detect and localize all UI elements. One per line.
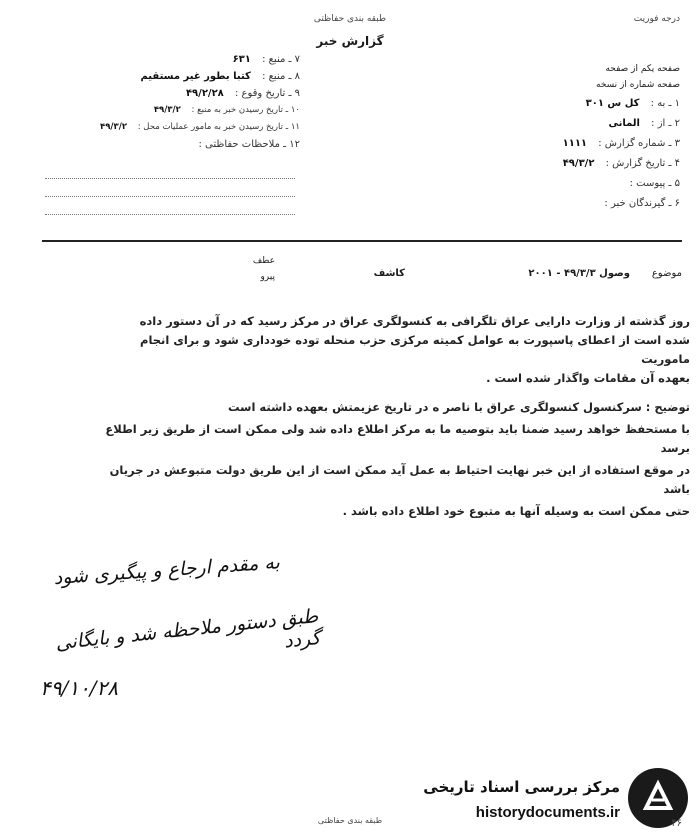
- subject-ref: کاشف: [373, 268, 405, 279]
- classification-label-bottom: طبقه بندی حفاظتی: [317, 816, 383, 825]
- field-from-value: المانی: [608, 118, 640, 129]
- field-to: [400, 98, 680, 118]
- watermark-url: historydocuments.ir: [475, 804, 620, 821]
- field-security-notes-label: ۱۲ ـ ملاحظات حفاظتی :: [198, 139, 300, 150]
- handwritten-note-1: به مقدم ارجاع و پیگیری شود: [52, 551, 281, 590]
- field-recipients-label: ۶ ـ گیرندگان خبر :: [604, 198, 680, 209]
- priority-label: درجه فوریت: [633, 14, 680, 24]
- field-report-date-value: ۴۹/۳/۲: [562, 158, 595, 169]
- field-source-label: ۷ ـ منبع :: [262, 54, 300, 65]
- body-line: با مستحفظ خواهد رسید ضمنا باید بتوصیه ما به مرکز اطلاع داده شد ولی ممکن است از طریق زیر اطلاع برسد: [105, 422, 690, 455]
- field-from: [400, 118, 680, 138]
- field-to-value: کل س ۳۰۱: [585, 98, 640, 109]
- body-line: حتی ممکن است به وسیله آنها به متبوع خود اطلاع داده باشد .: [342, 504, 690, 518]
- note-line: [45, 214, 295, 215]
- page-info-1: صفحه یکم از صفحه: [605, 64, 680, 74]
- field-agent-received-value: ۴۹/۳/۲: [100, 122, 128, 132]
- field-report-number-label: ۳ ـ شماره گزارش :: [598, 138, 680, 149]
- note-line: [45, 196, 295, 197]
- field-from-label: ۲ ـ از :: [651, 118, 680, 129]
- report-fields-right: [40, 54, 300, 156]
- body-line: بعهده آن مقامات واگذار شده است .: [486, 371, 690, 385]
- body-line: توضیح : سرکنسول کنسولگری عراق با ناصر ه در تاریخ عزیمتش بعهده داشته است: [227, 400, 690, 414]
- handwritten-note-2: طبق دستور ملاحظه شد و بایگانی گردد: [54, 604, 322, 655]
- field-source: [40, 54, 300, 71]
- subject-label: موضوع: [651, 268, 682, 279]
- report-fields-left: [400, 98, 680, 218]
- field-source-received: [40, 105, 300, 122]
- report-body: [100, 312, 690, 521]
- field-event-date-label: ۹ ـ تاریخ وقوع :: [234, 88, 300, 99]
- body-line: شده است از اعطای پاسپورت به عوامل کمیته مرکزی حزب منحله توده خودداری شود و برای انجام ماموریت: [140, 333, 690, 366]
- field-agent-received-label: ۱۱ ـ تاریخ رسیدن خبر به مامور عملیات محل :: [137, 122, 300, 132]
- field-event-date-value: ۴۹/۲/۲۸: [185, 88, 224, 99]
- field-method: [40, 71, 300, 88]
- body-line: روز گذشته از وزارت دارایی عراق تلگرافی به کنسولگری عراق در مرکز رسید که در آن دستور داده: [139, 314, 690, 328]
- subject-reference-label: عطف: [252, 256, 275, 266]
- page-info-2: صفحه شماره از نسخه: [596, 80, 680, 90]
- field-report-number-value: ۱۱۱۱: [562, 138, 588, 149]
- note-line: [45, 178, 295, 179]
- body-line: در موقع استفاده از این خبر نهایت احتیاط به عمل آید ممکن است از این طریق دولت متبوعش در جریان باشد: [109, 463, 690, 496]
- field-source-value: ۶۳۱: [232, 54, 251, 65]
- field-report-date-label: ۴ ـ تاریخ گزارش :: [605, 158, 680, 169]
- field-attachment-label: ۵ ـ پیوست :: [629, 178, 680, 189]
- field-agent-received: [40, 122, 300, 139]
- field-source-received-value: ۴۹/۳/۲: [153, 105, 181, 115]
- field-report-date: [400, 158, 680, 178]
- field-security-notes: [40, 139, 300, 156]
- subject-value: وصول ۴۹/۳/۳ - ۲۰۰۱: [528, 268, 630, 279]
- field-to-label: ۱ ـ به :: [650, 98, 680, 109]
- classification-label-top: طبقه بندی حفاظتی: [313, 14, 387, 24]
- field-event-date: [40, 88, 300, 105]
- page-number: ۴۶: [671, 818, 682, 829]
- watermark: [410, 768, 690, 828]
- field-attachment: [400, 178, 680, 198]
- field-report-number: [400, 138, 680, 158]
- watermark-text: مرکز بررسی اسناد تاریخی: [423, 778, 620, 796]
- subject-followup-label: پیرو: [260, 272, 275, 282]
- field-source-received-label: ۱۰ ـ تاریخ رسیدن خبر به منبع :: [191, 105, 300, 115]
- header-divider: [42, 240, 682, 242]
- field-method-value: کتبا بطور غیر مستقیم: [140, 71, 251, 82]
- field-recipients: [400, 198, 680, 218]
- field-method-label: ۸ ـ منبع :: [262, 71, 300, 82]
- page-title: گزارش خبر: [316, 34, 384, 48]
- handwritten-date: ۴۹/۱۰/۲۸: [40, 676, 118, 700]
